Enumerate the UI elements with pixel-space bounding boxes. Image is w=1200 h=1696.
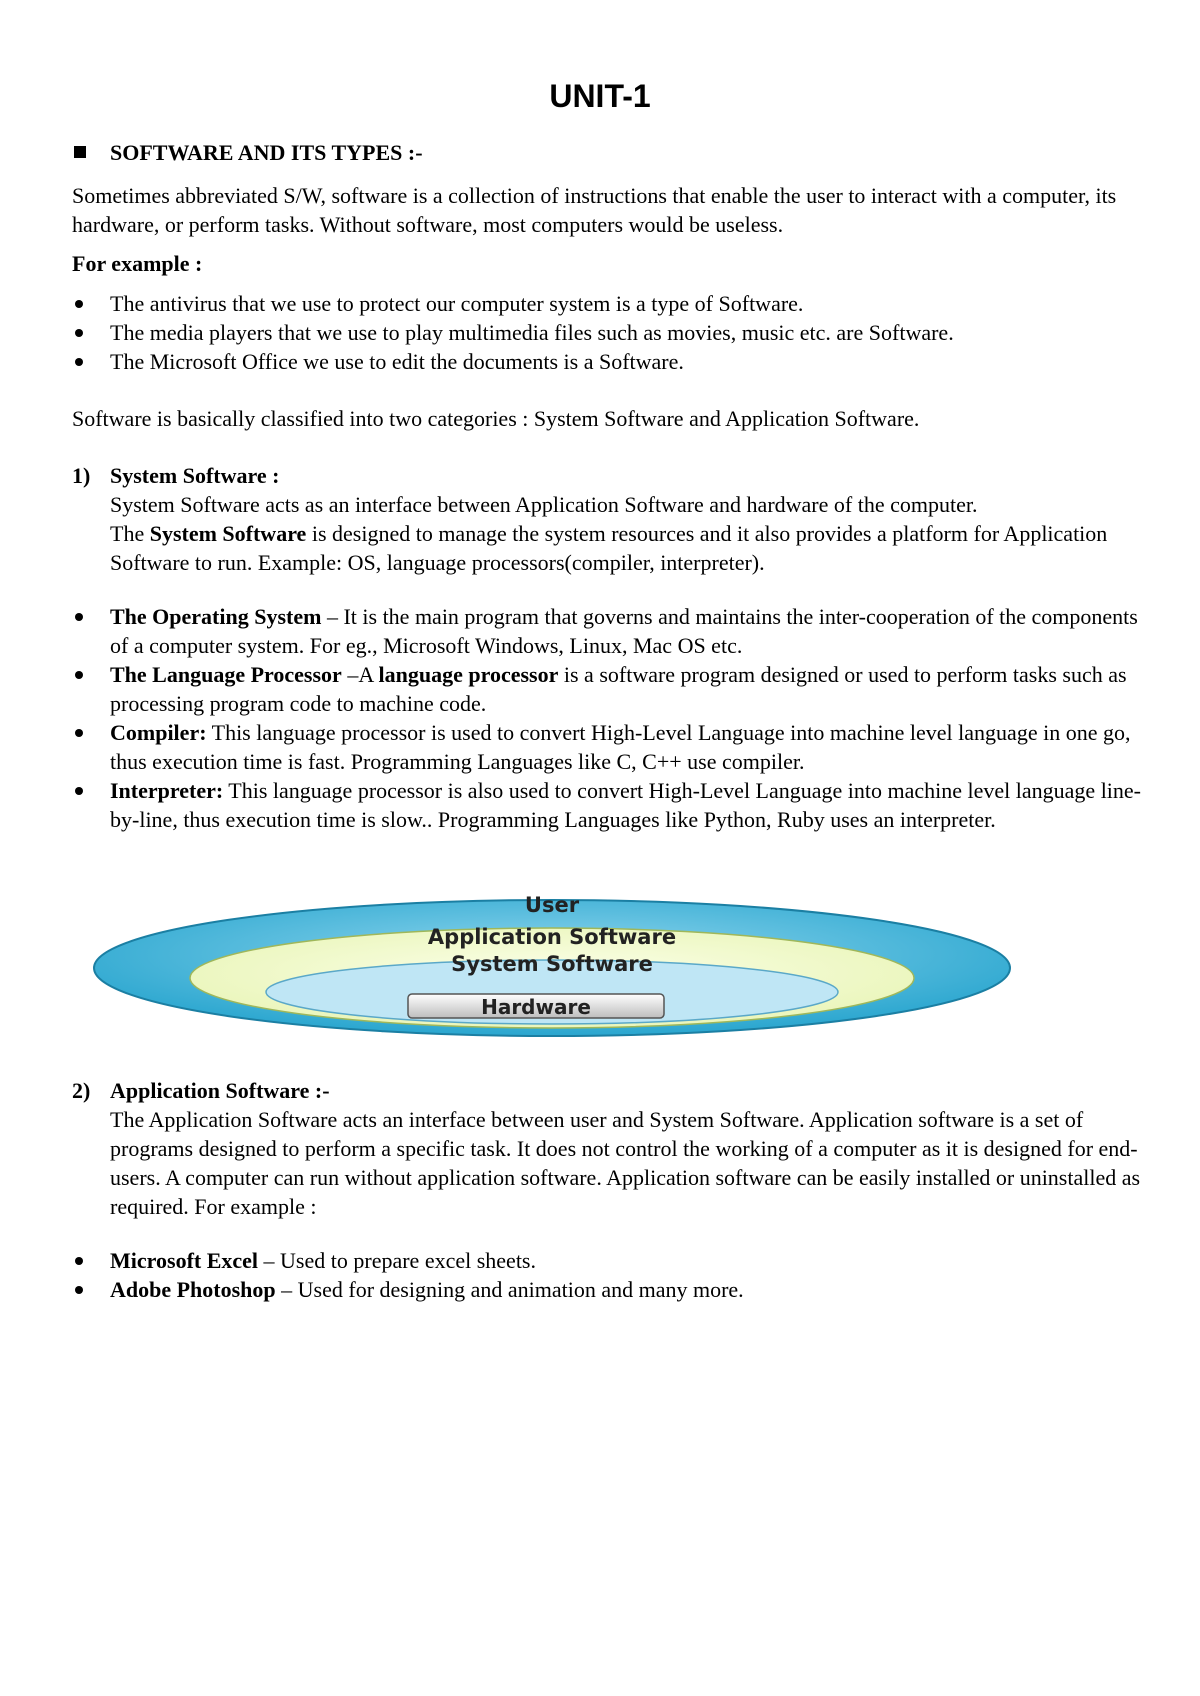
bold-term: The Language Processor	[110, 662, 342, 687]
application-software-heading	[72, 1076, 1142, 1105]
list-item	[72, 776, 1142, 834]
bold-term: Interpreter:	[110, 778, 224, 803]
list-item	[72, 289, 1142, 318]
bullet-icon	[75, 1286, 83, 1294]
application-label: Application Software	[427, 925, 677, 949]
document-body	[72, 138, 1142, 1304]
item-text: – It is the main program that governs and maintains the inter-cooperation of the components of a computer system. For eg., Microsoft Windows, Linux, Mac OS etc.	[110, 604, 1138, 658]
item-text: – Used to prepare excel sheets.	[258, 1248, 536, 1273]
section-heading-text: SOFTWARE AND ITS TYPES :-	[110, 140, 423, 165]
system-software-description	[72, 519, 1142, 577]
list-item	[72, 602, 1142, 660]
list-item	[72, 347, 1142, 376]
example-item-text: The media players that we use to play multimedia files such as movies, music etc. are Software.	[110, 320, 954, 345]
list-item	[72, 660, 1142, 718]
item-text: –A	[341, 662, 379, 687]
bullet-icon	[75, 613, 83, 621]
bold-term: Adobe Photoshop	[110, 1277, 276, 1302]
system-software-line1: System Software acts as an interface between Application Software and hardware of the computer.	[110, 492, 978, 517]
application-software-description: The Application Software acts an interface between user and System Software. Application software is a set of programs designed to perform a specific task. It does not control the working of a computer as it is designed for end-users. A computer can run without application software. Application software can be easily installed or uninstalled as required. For example :	[110, 1107, 1141, 1219]
square-bullet-icon	[74, 146, 86, 158]
section-number: 2)	[72, 1078, 91, 1103]
bold-term: language processor	[378, 662, 559, 687]
item-text: – Used for designing and animation and many more.	[275, 1277, 744, 1302]
system-software-heading	[72, 461, 1142, 490]
item-text: is a software program designed or used to perform tasks such as processing program code to machine code.	[110, 662, 1127, 716]
hardware-label: Hardware	[481, 995, 591, 1019]
bullet-icon	[75, 1257, 83, 1265]
example-item-text: The antivirus that we use to protect our computer system is a type of Software.	[110, 291, 804, 316]
bold-term: Compiler:	[110, 720, 207, 745]
section-heading	[72, 138, 1142, 167]
intro-paragraph: Sometimes abbreviated S/W, software is a collection of instructions that enable the user to interact with a computer, its hardware, or perform tasks. Without software, most computers would be useless.	[72, 183, 1117, 237]
item-text: This language processor is also used to convert High-Level Language into machine level language line-by-line, thus execution time is slow.. Programming Languages like Python, Ruby uses an interpreter.	[110, 778, 1142, 832]
user-label: User	[524, 893, 580, 917]
example-list	[72, 289, 1142, 376]
bullet-icon	[75, 729, 83, 737]
application-software-list	[72, 1246, 1142, 1304]
page-title: UNIT-1	[549, 78, 651, 114]
system-software-heading-text: System Software :	[110, 463, 280, 488]
bullet-icon	[75, 300, 83, 308]
text-span: The	[110, 521, 150, 546]
text-span: is designed to manage the system resources and it also provides a platform for Application Software to run. Example: OS, language processors(compiler, interpreter).	[110, 521, 1108, 575]
system-label: System Software	[451, 952, 653, 976]
bullet-icon	[75, 329, 83, 337]
layers-svg	[70, 868, 1070, 1038]
example-item-text: The Microsoft Office we use to edit the documents is a Software.	[110, 349, 684, 374]
bullet-icon	[75, 358, 83, 366]
system-software-list	[72, 602, 1142, 834]
software-layers-diagram	[70, 868, 1070, 1038]
item-text: This language processor is used to convert High-Level Language into machine level language in one go, thus execution time is fast. Programming Languages like C, C++ use compiler.	[110, 720, 1131, 774]
list-item	[72, 718, 1142, 776]
example-label: For example :	[72, 251, 203, 276]
list-item	[72, 1246, 1142, 1275]
bold-term: The Operating System	[110, 604, 322, 629]
application-software-heading-text: Application Software :-	[110, 1078, 330, 1103]
bold-term: System Software	[149, 521, 307, 546]
bullet-icon	[75, 671, 83, 679]
bold-term: Microsoft Excel	[110, 1248, 259, 1273]
classification-paragraph: Software is basically classified into two categories : System Software and Application Software.	[72, 406, 920, 431]
section-number: 1)	[72, 463, 91, 488]
list-item	[72, 318, 1142, 347]
list-item	[72, 1275, 1142, 1304]
bullet-icon	[75, 787, 83, 795]
